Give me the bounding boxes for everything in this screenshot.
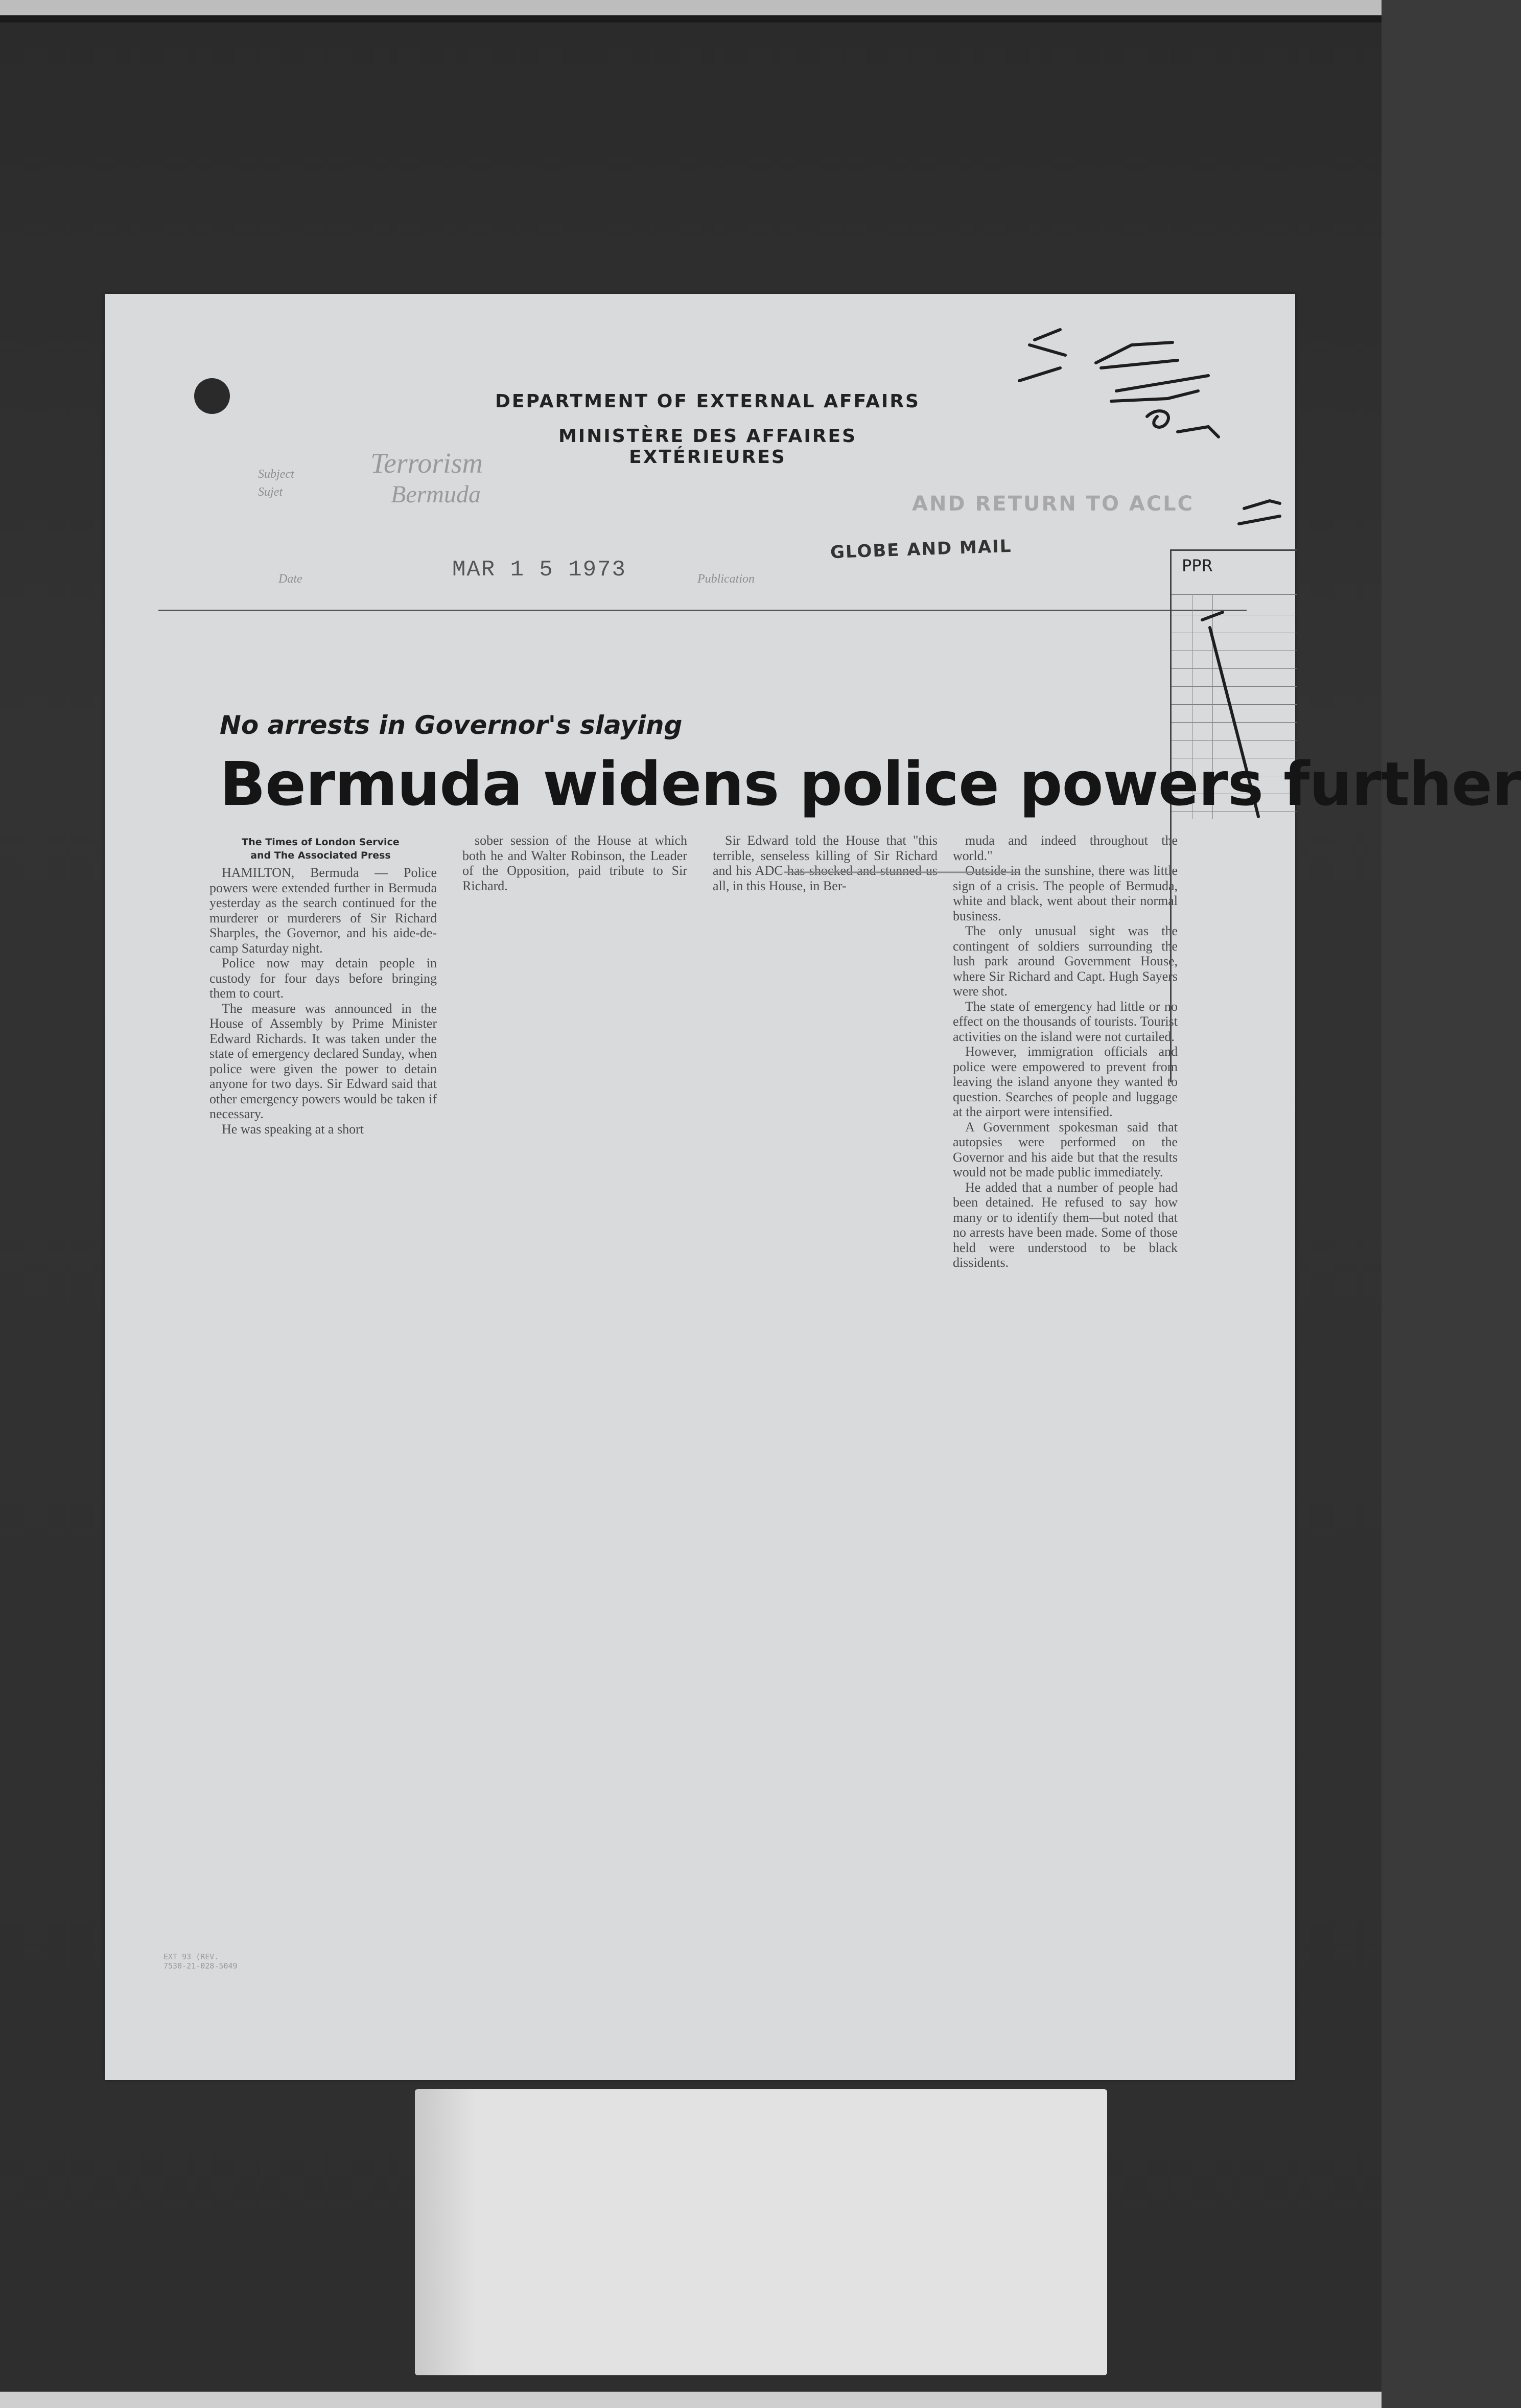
article-kicker: No arrests in Governor's slaying <box>220 710 683 740</box>
paragraph: The state of emergency had little or no effect on the thousands of tourists. Tourist activities on the island were not curtailed. <box>953 999 1178 1044</box>
film-edge-dark <box>0 15 1382 22</box>
paragraph: sober session of the House at which both he and Walter Robinson, the Leader of the Opposition, paid tribute to Sir Richard. <box>462 833 687 893</box>
department-name-fr: MINISTÈRE DES AFFAIRES EXTÉRIEURES <box>558 426 857 468</box>
paragraph: He added that a number of people had been detained. He refused to say how many or to identify them—but noted that no arrests have been made. Some of those held were understood to be black dissidents. <box>953 1179 1178 1270</box>
form-stock-number: 7530-21-028-5049 <box>163 1961 238 1971</box>
sujet-label: Sujet <box>258 485 283 499</box>
clipping-edge-line <box>784 830 1019 876</box>
publication-name: GLOBE AND MAIL <box>830 536 1013 563</box>
ppr-label: PPR <box>1182 556 1213 575</box>
subject-label: Subject <box>258 468 294 481</box>
film-edge-top <box>0 0 1382 15</box>
paragraph: A Government spokesman said that autopsies were performed on the Governor and his aide but that the results would not be made public immediately. <box>953 1119 1178 1179</box>
byline-line-2: and The Associated Press <box>250 850 391 861</box>
film-edge-bottom <box>0 2392 1382 2408</box>
subject-handwritten-1: Terrorism <box>370 448 483 479</box>
paragraph: Outside in the sunshine, there was little sign of a crisis. The people of Bermuda, white and black, went about their normal business. <box>953 863 1178 923</box>
form-footer-print <box>163 1952 238 1971</box>
paragraph: The measure was announced in the House of Assembly by Prime Minister Edward Richards. It was taken under the state of emergency declared Sunday, when police were given the power to detain anyone for two days. Sir Edward said that other emergency powers would be taken if necessary. <box>209 1001 437 1121</box>
date-label: Date <box>278 572 302 586</box>
article-column-2 <box>462 833 687 893</box>
publication-label: Publication <box>697 572 755 586</box>
next-sheet-edge <box>415 2089 1107 2375</box>
subject-handwritten-2: Bermuda <box>391 481 481 508</box>
date-stamp: MAR 1 5 1973 <box>452 557 626 583</box>
return-stamp: AND RETURN TO ACLC <box>912 492 1195 516</box>
punch-hole <box>194 378 230 414</box>
byline-line-1: The Times of London Service <box>242 837 400 848</box>
article-headline: Bermuda widens police powers further <box>220 749 1521 819</box>
clipping-sheet <box>105 294 1521 2080</box>
paragraph: HAMILTON, Bermuda — Police powers were extended further in Bermuda yesterday as the search continued for the murderer or murderers of Sir Richard Sharples, the Governor, and his aide-de-camp Saturday night. <box>209 865 437 956</box>
paragraph: The only unusual sight was the contingent of soldiers surrounding the lush park around Government House, where Sir Richard and Capt. Hugh Sayers were shot. <box>953 923 1178 999</box>
sheet-shadow <box>415 2089 476 2375</box>
form-number: EXT 93 (REV. <box>163 1952 219 1961</box>
paragraph: muda and indeed throughout the world." <box>953 833 1178 863</box>
header-rule <box>158 610 1247 611</box>
article-byline <box>209 836 432 862</box>
paragraph: Police now may detain people in custody for four days before bringing them to court. <box>209 956 437 1001</box>
paragraph: He was speaking at a short <box>222 1121 364 1137</box>
article-column-4 <box>953 833 1178 1270</box>
paragraph: Sir Edward told the House that "this terrible, senseless killing of Sir Richard and his ADC has shocked and stunned us all, in this House, in Ber- <box>713 833 938 893</box>
department-name-en: DEPARTMENT OF EXTERNAL AFFAIRS <box>495 391 920 412</box>
paragraph: However, immigration officials and police were empowered to prevent from leaving the island anyone they wanted to question. Searches of people and luggage at the airport were intensified. <box>953 1044 1178 1119</box>
article-column-1 <box>209 865 437 1137</box>
